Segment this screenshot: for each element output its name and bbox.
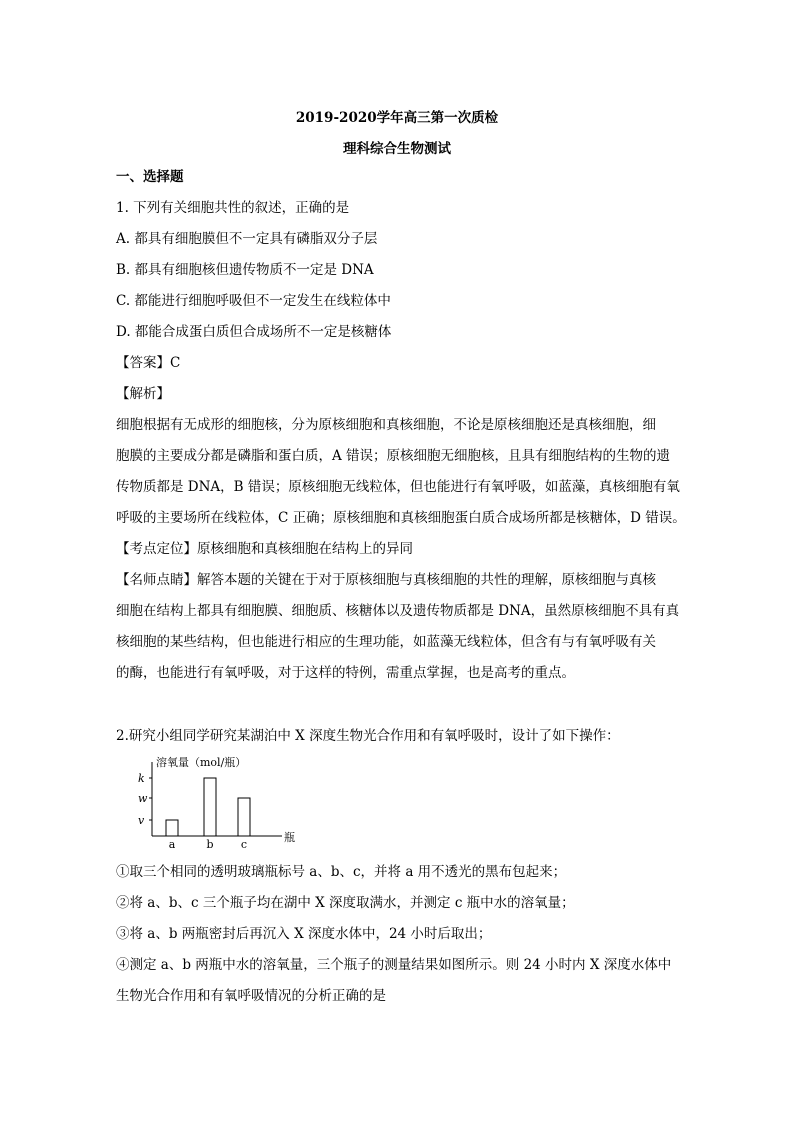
question-2-step-2: ②将 a、b、c 三个瓶子均在湖中 X 深度取满水，并测定 c 瓶中水的溶氧量；: [116, 895, 575, 911]
analysis-line: 细胞根据有无成形的细胞核，分为原核细胞和真核细胞，不论是原核细胞还是真核细胞，细: [116, 417, 656, 433]
question-1-answer: 【答案】C: [116, 355, 181, 371]
x-tick-label: c: [240, 838, 248, 850]
y-tick-label: k: [138, 772, 145, 785]
question-1-option-d: D. 都能合成蛋白质但合成场所不一定是核糖体: [116, 324, 392, 340]
question-1-option-c: C. 都能进行细胞呼吸但不一定发生在线粒体中: [116, 293, 391, 309]
x-tick-label: b: [206, 838, 214, 850]
y-tick-label: w: [138, 792, 148, 805]
x-tick-label: a: [168, 838, 176, 850]
analysis-line: 传物质都是 DNA，B 错误；原核细胞无线粒体，但也能进行有氧呼吸，如蓝藻，真核细胞有氧: [116, 479, 680, 495]
question-2-step-4: ④测定 a、b 两瓶中水的溶氧量，三个瓶子的测量结果如图所示。则 24 小时内 X 深度水体中: [116, 957, 672, 973]
mingshi-line: 的酶，也能进行有氧呼吸，对于这样的特例，需重点掌握，也是高考的重点。: [116, 665, 575, 681]
section-heading: 一、选择题: [116, 169, 184, 185]
mingshi-line: 【名师点睛】解答本题的关键在于对于原核细胞与真核细胞的共性的理解，原核细胞与真核: [116, 572, 656, 588]
analysis-line: 呼吸的主要场所在线粒体，C 正确；原核细胞和真核细胞蛋白质合成场所都是核糖体，D 错误。: [116, 510, 686, 526]
oxygen-bar-chart: [132, 752, 302, 850]
bar-a: [166, 820, 178, 836]
question-2-step-1: ①取三个相同的透明玻璃瓶标号 a、b、c，并将 a 用不透光的黑布包起来；: [116, 864, 567, 880]
kaodian-line: 【考点定位】原核细胞和真核细胞在结构上的异同: [116, 541, 413, 557]
question-2-stem: 2.研究小组同学研究某湖泊中 X 深度生物光合作用和有氧呼吸时，设计了如下操作：: [116, 728, 620, 744]
analysis-line: 胞膜的主要成分都是磷脂和蛋白质，A 错误；原核细胞无细胞核，且具有细胞结构的生物的遗: [116, 448, 671, 464]
bar-c: [238, 798, 250, 836]
mingshi-line: 核细胞的某些结构，但也能进行相应的生理功能，如蓝藻无线粒体，但含有与有氧呼吸有关: [116, 634, 656, 650]
y-tick-label: v: [138, 814, 145, 827]
question-2-step-5: 生物光合作用和有氧呼吸情况的分析正确的是: [116, 988, 386, 1004]
x-axis-label: 瓶: [284, 831, 295, 844]
question-1-analysis-heading: 【解析】: [116, 386, 170, 402]
page-title: 2019-2020学年高三第一次质检: [295, 110, 499, 126]
question-1-option-a: A. 都具有细胞膜但不一定具有磷脂双分子层: [116, 231, 378, 247]
chart-svg: [132, 752, 302, 850]
question-1-option-b: B. 都具有细胞核但遗传物质不一定是 DNA: [116, 262, 374, 278]
question-1-stem: 1. 下列有关细胞共性的叙述，正确的是: [116, 200, 350, 216]
page-subtitle: 理科综合生物测试: [343, 141, 451, 157]
y-axis-label: 溶氧量（mol/瓶）: [156, 756, 247, 769]
mingshi-line: 细胞在结构上都具有细胞膜、细胞质、核糖体以及遗传物质都是 DNA，虽然原核细胞不具有真: [116, 603, 680, 619]
bar-b: [204, 778, 216, 836]
question-2-step-3: ③将 a、b 两瓶密封后再沉入 X 深度水体中，24 小时后取出；: [116, 926, 492, 942]
